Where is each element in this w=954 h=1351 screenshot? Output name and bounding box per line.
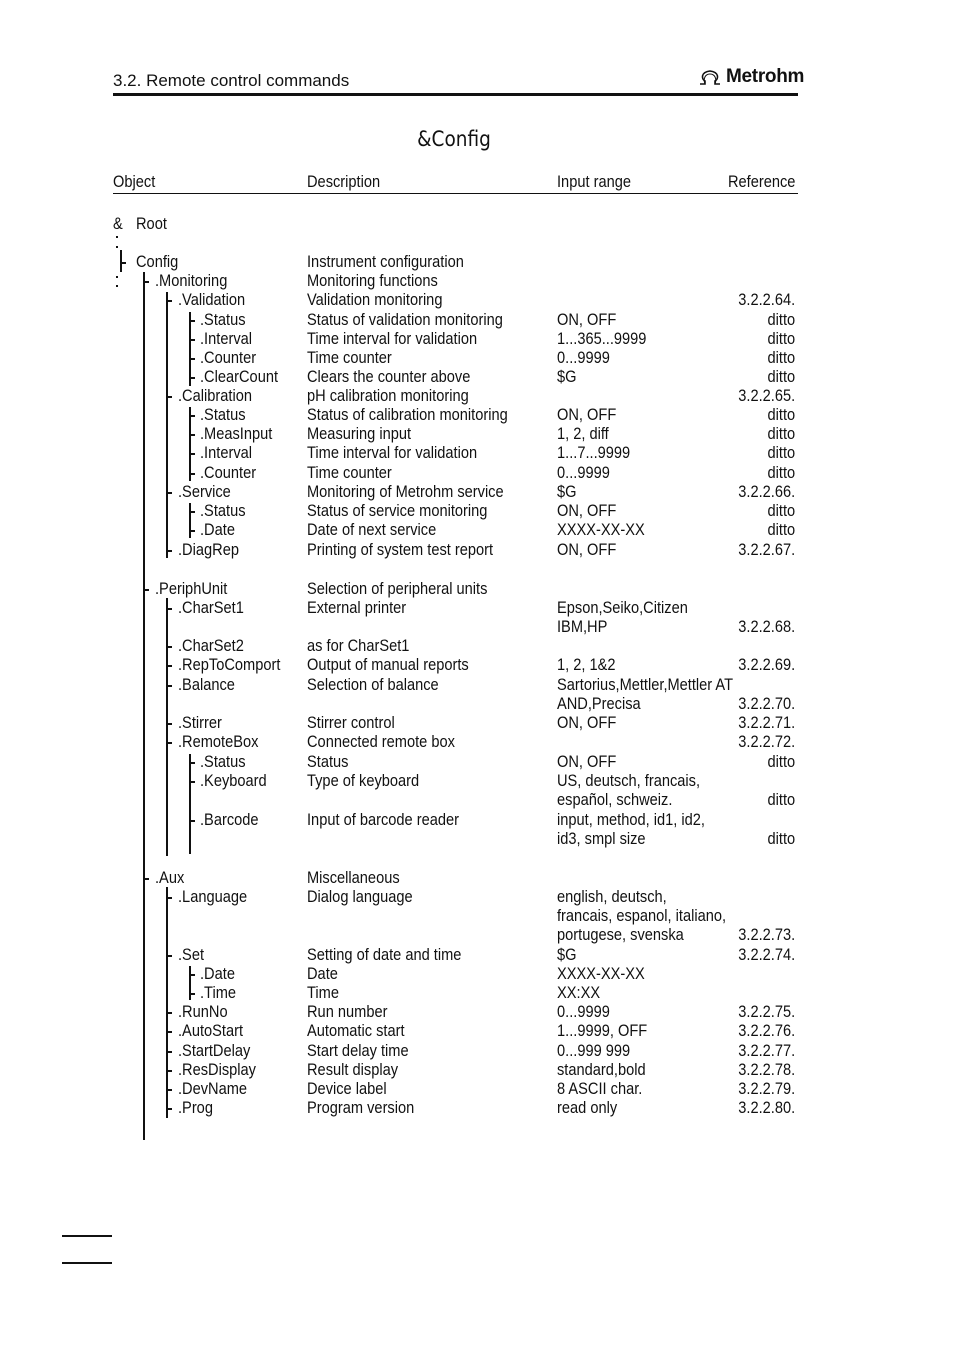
object-name: .ResDisplay xyxy=(178,1060,257,1079)
tree-branch-tick xyxy=(190,453,195,455)
object-description: Printing of system test report xyxy=(307,540,494,559)
object-description: Selection of balance xyxy=(307,675,439,694)
object-description: Dialog language xyxy=(307,887,413,906)
reference: 3.2.2.64. xyxy=(738,290,795,309)
object-description: Clears the counter above xyxy=(307,367,471,386)
object-description: Start delay time xyxy=(307,1041,409,1060)
object-name: .Aux xyxy=(155,868,185,887)
header-rule xyxy=(113,93,798,96)
reference: ditto xyxy=(767,463,795,482)
tree-branch-tick xyxy=(167,492,172,494)
object-description: Connected remote box xyxy=(307,732,455,751)
object-name: .Service xyxy=(178,482,231,501)
input-range: 1...365...9999 xyxy=(557,329,647,348)
object-name: .Date xyxy=(200,964,235,983)
object-description: Output of manual reports xyxy=(307,655,469,674)
reference: 3.2.2.72. xyxy=(738,732,795,751)
input-range: XXXX-XX-XX xyxy=(557,520,645,539)
reference: 3.2.2.78. xyxy=(738,1060,795,1079)
input-range: 0...9999 xyxy=(557,348,610,367)
tree-branch-tick xyxy=(167,955,172,957)
tree-continuation-dot xyxy=(116,285,118,287)
input-range: ON, OFF xyxy=(557,540,617,559)
tree-branch-tick xyxy=(167,723,172,725)
tree-branch-tick xyxy=(190,320,195,322)
tree-branch-line xyxy=(120,250,122,272)
footer-rule-top xyxy=(62,1235,112,1237)
reference: 3.2.2.65. xyxy=(738,386,795,405)
tree-branch-tick xyxy=(190,511,195,513)
tree-branch-tick xyxy=(167,897,172,899)
object-name: .RunNo xyxy=(178,1002,228,1021)
tree-continuation-dot xyxy=(116,276,118,278)
tree-branch-tick xyxy=(190,377,195,379)
tree-branch-tick xyxy=(190,820,195,822)
reference: 3.2.2.75. xyxy=(738,1002,795,1021)
object-description: Time xyxy=(307,983,339,1002)
tree-branch-tick xyxy=(190,762,195,764)
reference: 3.2.2.67. xyxy=(738,540,795,559)
input-range: francais, espanol, italiano, xyxy=(557,906,727,925)
object-name: .StartDelay xyxy=(178,1041,251,1060)
input-range: ON, OFF xyxy=(557,713,617,732)
object-name: .Status xyxy=(200,752,246,771)
tree-branch-tick xyxy=(190,993,195,995)
object-description: Monitoring of Metrohm service xyxy=(307,482,504,501)
reference: ditto xyxy=(767,367,795,386)
tree-branch-tick xyxy=(167,1108,172,1110)
reference: ditto xyxy=(767,405,795,424)
reference: ditto xyxy=(767,424,795,443)
object-name: .Validation xyxy=(178,290,246,309)
input-range: XXXX-XX-XX xyxy=(557,964,645,983)
object-name: .RemoteBox xyxy=(178,732,259,751)
object-name: .AutoStart xyxy=(178,1021,244,1040)
tree-branch-tick xyxy=(144,589,149,591)
object-description: pH calibration monitoring xyxy=(307,386,469,405)
input-range: ON, OFF xyxy=(557,310,617,329)
reference: ditto xyxy=(767,790,795,809)
object-name: .MeasInput xyxy=(200,424,273,443)
input-range: 0...9999 xyxy=(557,463,610,482)
object-description: Result display xyxy=(307,1060,399,1079)
object-description: Automatic start xyxy=(307,1021,405,1040)
object-name: .DiagRep xyxy=(178,540,239,559)
tree-branch-tick xyxy=(167,685,172,687)
tree-branch-tick xyxy=(144,281,149,283)
input-range: 1, 2, diff xyxy=(557,424,609,443)
reference: ditto xyxy=(767,501,795,520)
input-range: read only xyxy=(557,1098,618,1117)
object-description: Run number xyxy=(307,1002,388,1021)
object-description: Status of calibration monitoring xyxy=(307,405,508,424)
input-range: español, schweiz. xyxy=(557,790,673,809)
reference: ditto xyxy=(767,348,795,367)
tree-branch-tick xyxy=(167,396,172,398)
tree-branch-tick xyxy=(167,665,172,667)
reference: 3.2.2.69. xyxy=(738,655,795,674)
tree-branch-tick xyxy=(121,262,126,264)
page-title: &Config xyxy=(417,127,491,151)
input-range: 8 ASCII char. xyxy=(557,1079,643,1098)
object-name: .Interval xyxy=(200,443,253,462)
tree-branch-tick xyxy=(167,300,172,302)
object-description: Date of next service xyxy=(307,520,437,539)
object-description: Measuring input xyxy=(307,424,412,443)
tree-branch-tick xyxy=(190,530,195,532)
tree-branch-line xyxy=(166,887,168,1118)
object-name: .Language xyxy=(178,887,248,906)
tree-branch-line xyxy=(189,312,191,386)
reference: 3.2.2.76. xyxy=(738,1021,795,1040)
brand-logo xyxy=(697,66,804,88)
reference: 3.2.2.68. xyxy=(738,617,795,636)
object-name: .Status xyxy=(200,501,246,520)
object-name: .CharSet1 xyxy=(178,598,244,617)
object-description: Time counter xyxy=(307,348,392,367)
tree-branch-tick xyxy=(167,1031,172,1033)
object-name: .DevName xyxy=(178,1079,248,1098)
column-header-object: Object xyxy=(113,172,156,191)
root-ampersand: & xyxy=(113,214,123,233)
reference: 3.2.2.80. xyxy=(738,1098,795,1117)
object-description: Time counter xyxy=(307,463,392,482)
column-header-reference: Reference xyxy=(727,172,795,191)
input-range: portugese, svenska xyxy=(557,925,684,944)
input-range: US, deutsch, francais, xyxy=(557,771,701,790)
tree-branch-line xyxy=(189,754,191,854)
object-description: Setting of date and time xyxy=(307,945,462,964)
tree-branch-line xyxy=(166,292,168,558)
tree-branch-tick xyxy=(167,550,172,552)
object-description: Device label xyxy=(307,1079,387,1098)
tree-branch-tick xyxy=(167,646,172,648)
object-name: .ClearCount xyxy=(200,367,279,386)
object-description: Program version xyxy=(307,1098,415,1117)
object-description: Status of validation monitoring xyxy=(307,310,503,329)
input-range: 0...9999 xyxy=(557,1002,610,1021)
column-header-description: Description xyxy=(307,172,381,191)
object-name: .PeriphUnit xyxy=(155,579,228,598)
object-name: Config xyxy=(136,252,179,271)
object-description: Status xyxy=(307,752,349,771)
input-range: id3, smpl size xyxy=(557,829,646,848)
object-name: .Keyboard xyxy=(200,771,267,790)
input-range: ON, OFF xyxy=(557,405,617,424)
object-name: .Monitoring xyxy=(155,271,228,290)
input-range: XX:XX xyxy=(557,983,601,1002)
tree-branch-line xyxy=(189,407,191,481)
reference: ditto xyxy=(767,443,795,462)
input-range: standard,bold xyxy=(557,1060,646,1079)
object-name: .Time xyxy=(200,983,237,1002)
object-name: .Calibration xyxy=(178,386,252,405)
reference: 3.2.2.73. xyxy=(738,925,795,944)
tree-branch-tick xyxy=(167,1012,172,1014)
tree-branch-line xyxy=(189,503,191,538)
reference: ditto xyxy=(767,752,795,771)
reference: 3.2.2.71. xyxy=(738,713,795,732)
input-range: 1, 2, 1&2 xyxy=(557,655,616,674)
input-range: $G xyxy=(557,482,577,501)
object-description: Time interval for validation xyxy=(307,329,478,348)
input-range: 1...9999, OFF xyxy=(557,1021,648,1040)
object-description: Status of service monitoring xyxy=(307,501,488,520)
reference: 3.2.2.74. xyxy=(738,945,795,964)
object-name: .Counter xyxy=(200,463,257,482)
tree-branch-tick xyxy=(167,1070,172,1072)
reference: ditto xyxy=(767,329,795,348)
object-name: .Date xyxy=(200,520,235,539)
input-range: input, method, id1, id2, xyxy=(557,810,705,829)
object-description: Validation monitoring xyxy=(307,290,443,309)
tree-branch-line xyxy=(166,598,168,856)
input-range: AND,Precisa xyxy=(557,694,641,713)
tree-branch-tick xyxy=(190,358,195,360)
reference: ditto xyxy=(767,310,795,329)
tree-branch-tick xyxy=(190,473,195,475)
reference: ditto xyxy=(767,829,795,848)
input-range: $G xyxy=(557,945,577,964)
input-range: ON, OFF xyxy=(557,752,617,771)
running-header: 3.2. Remote control commands xyxy=(113,71,350,90)
tree-continuation-dot xyxy=(116,236,118,238)
reference: 3.2.2.79. xyxy=(738,1079,795,1098)
tree-branch-tick xyxy=(167,742,172,744)
object-name: .Set xyxy=(178,945,205,964)
object-name: .CharSet2 xyxy=(178,636,244,655)
brand-name: Metrohm xyxy=(726,66,805,87)
column-header-rule xyxy=(113,193,798,194)
tree-branch-tick xyxy=(190,781,195,783)
tree-branch-tick xyxy=(190,415,195,417)
reference: 3.2.2.70. xyxy=(738,694,795,713)
input-range: 0...999 999 xyxy=(557,1041,631,1060)
column-header-input: Input range xyxy=(557,172,631,191)
object-description: Monitoring functions xyxy=(307,271,438,290)
tree-continuation-dot xyxy=(116,246,118,248)
object-description: Stirrer control xyxy=(307,713,395,732)
object-description: Type of keyboard xyxy=(307,771,420,790)
object-name: .Counter xyxy=(200,348,257,367)
object-description: External printer xyxy=(307,598,407,617)
tree-branch-tick xyxy=(167,1051,172,1053)
input-range: IBM,HP xyxy=(557,617,608,636)
object-name: .Interval xyxy=(200,329,253,348)
object-description: Instrument configuration xyxy=(307,252,464,271)
object-description: Input of barcode reader xyxy=(307,810,459,829)
object-name: .Prog xyxy=(178,1098,213,1117)
input-range: 1...7...9999 xyxy=(557,443,631,462)
input-range: ON, OFF xyxy=(557,501,617,520)
footer-rule-bottom xyxy=(62,1262,112,1264)
object-name: .Barcode xyxy=(200,810,259,829)
reference: 3.2.2.66. xyxy=(738,482,795,501)
input-range: english, deutsch, xyxy=(557,887,667,906)
reference: ditto xyxy=(767,520,795,539)
object-name: .RepToComport xyxy=(178,655,281,674)
input-range: Sartorius,Mettler,Mettler AT xyxy=(557,675,734,694)
object-name: .Status xyxy=(200,310,246,329)
object-description: as for CharSet1 xyxy=(307,636,410,655)
input-range: $G xyxy=(557,367,577,386)
tree-branch-tick xyxy=(190,434,195,436)
reference: 3.2.2.77. xyxy=(738,1041,795,1060)
tree-branch-tick xyxy=(167,1089,172,1091)
omega-icon xyxy=(697,68,723,86)
tree-branch-line xyxy=(189,966,191,1000)
object-name: .Stirrer xyxy=(178,713,222,732)
input-range: Epson,Seiko,Citizen xyxy=(557,598,688,617)
tree-branch-tick xyxy=(167,608,172,610)
tree-branch-tick xyxy=(190,339,195,341)
object-name: .Balance xyxy=(178,675,235,694)
object-name: .Status xyxy=(200,405,246,424)
tree-branch-tick xyxy=(190,974,195,976)
object-description: Date xyxy=(307,964,338,983)
object-description: Time interval for validation xyxy=(307,443,478,462)
object-description: Selection of peripheral units xyxy=(307,579,488,598)
object-description: Miscellaneous xyxy=(307,868,400,887)
tree-branch-tick xyxy=(144,878,149,880)
tree-branch-line xyxy=(143,272,145,1140)
root-label: Root xyxy=(136,214,167,233)
